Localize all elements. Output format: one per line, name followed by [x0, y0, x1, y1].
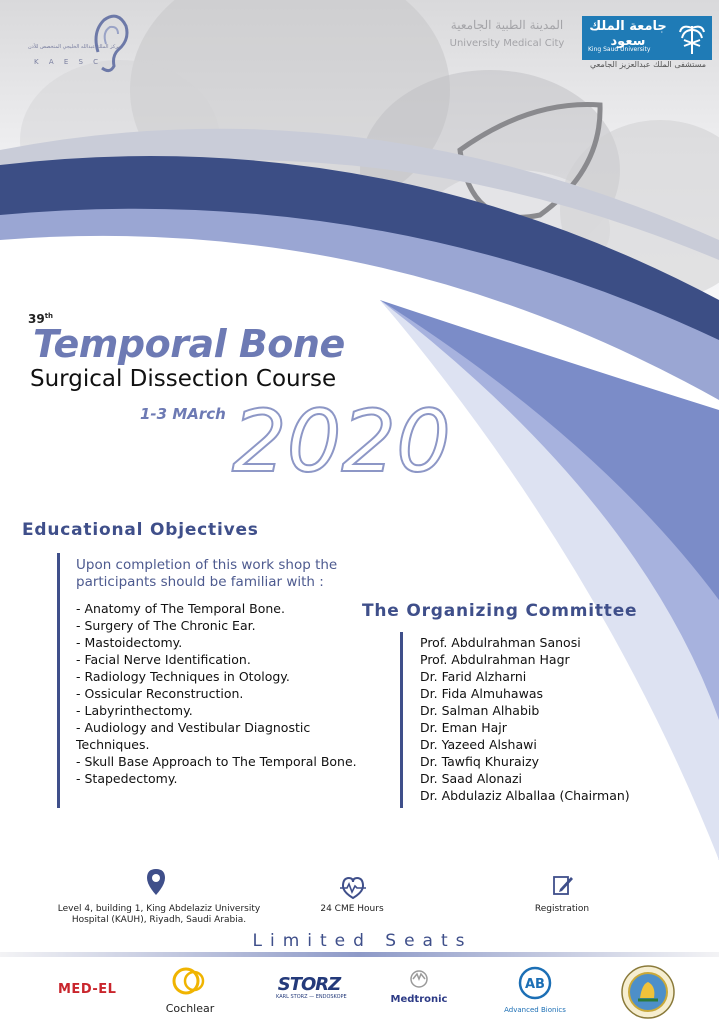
- list-item: Dr. Eman Hajr: [420, 720, 507, 735]
- list-item: Dr. Farid Alzharni: [420, 669, 527, 684]
- objectives-list: [76, 600, 376, 787]
- course-subtitle: Surgical Dissection Course: [30, 366, 337, 392]
- edition-suffix: th: [44, 312, 54, 320]
- list-item: - Facial Nerve Identification.: [76, 652, 251, 667]
- ksu-arabic-name: جامعة الملك سعود: [589, 19, 667, 49]
- medtronic-logo: [390, 970, 448, 1005]
- ab-circle-icon: [518, 966, 552, 1000]
- kaesc-acronym: K A E S C: [34, 58, 103, 66]
- limited-seats-banner: Limited Seats: [252, 931, 473, 951]
- list-item: - Mastoidectomy.: [76, 635, 183, 650]
- kaesc-logo: [12, 8, 132, 74]
- list-item: Prof. Abdulrahman Sanosi: [420, 635, 581, 650]
- list-item: Dr. Salman Alhabib: [420, 703, 540, 718]
- sponsor-divider: [0, 952, 719, 957]
- kaesc-arabic-name: مركز الملك عبدالله الخليجي المتخصص للأذن: [28, 44, 121, 50]
- advanced-bionics-name: Advanced Bionics: [504, 1006, 566, 1014]
- cochlear-logo: [160, 966, 220, 1015]
- objectives-heading: Educational Objectives: [22, 520, 259, 540]
- cochlear-name: Cochlear: [165, 1002, 215, 1015]
- location-text: Level 4, building 1, King Abdelaziz University Hospital (KAUH), Riyadh, Saudi Arabia.: [57, 904, 261, 925]
- medtronic-name: Medtronic: [390, 994, 448, 1005]
- list-item: - Surgery of The Chronic Ear.: [76, 618, 256, 633]
- location-pin-icon: [146, 868, 166, 896]
- cochlear-swirl-icon: [170, 966, 210, 996]
- list-item: Dr. Abdulaziz Alballaa (Chairman): [420, 788, 630, 803]
- committee-divider: [400, 632, 403, 808]
- list-item: Dr. Fida Almuhawas: [420, 686, 543, 701]
- advanced-bionics-logo: [498, 966, 572, 1014]
- medtronic-mark-icon: [407, 970, 431, 988]
- committee-heading: The Organizing Committee: [362, 601, 638, 621]
- ksu-logo: [582, 16, 712, 60]
- course-title: Temporal Bone: [33, 322, 345, 366]
- objectives-intro: Upon completion of this work shop the participants should be familiar with :: [76, 557, 338, 590]
- list-item: Dr. Saad Alonazi: [420, 771, 523, 786]
- list-item: - Audiology and Vestibular Diagnostic Techniques.: [76, 720, 311, 752]
- umc-arabic-name: المدينة الطبية الجامعية: [450, 18, 564, 32]
- list-item: - Stapedectomy.: [76, 771, 178, 786]
- list-item: - Ossicular Reconstruction.: [76, 686, 244, 701]
- cme-hours-text: 24 CME Hours: [320, 904, 384, 914]
- cme-hours-icon: [339, 876, 367, 900]
- umc-english-name: University Medical City: [449, 38, 565, 49]
- course-year: [228, 385, 458, 485]
- storz-logo: [276, 974, 347, 1000]
- edition-value: 39: [28, 312, 45, 326]
- course-dates: 1-3 MArch: [140, 405, 226, 423]
- svg-text:AB: AB: [525, 977, 545, 992]
- registration-link[interactable]: Registration: [534, 904, 590, 914]
- ksu-english-name: King Saud University: [588, 46, 651, 53]
- year-outline-text: 2020: [232, 392, 451, 485]
- list-item: Dr. Yazeed Alshawi: [420, 737, 537, 752]
- objectives-divider: [57, 553, 60, 808]
- list-item: - Radiology Techniques in Otology.: [76, 669, 290, 684]
- committee-list: [420, 634, 710, 804]
- registration-icon: [552, 874, 574, 896]
- society-seal-icon: [620, 964, 676, 1020]
- list-item: Dr. Tawfiq Khuraizy: [420, 754, 540, 769]
- ksuh-arabic-name: مستشفى الملك عبدالعزيز الجامعي: [589, 60, 707, 69]
- list-item: - Skull Base Approach to The Temporal Bone.: [76, 754, 357, 769]
- palm-emblem-icon: [678, 20, 706, 56]
- umc-logo: [440, 18, 574, 49]
- list-item: - Labyrinthectomy.: [76, 703, 193, 718]
- medel-logo: MED-EL: [58, 982, 117, 997]
- list-item: - Anatomy of The Temporal Bone.: [76, 601, 285, 616]
- list-item: Prof. Abdulrahman Hagr: [420, 652, 570, 667]
- storz-subtitle: KARL STORZ — ENDOSKOPE: [276, 994, 347, 1000]
- storz-name: STORZ: [277, 974, 341, 995]
